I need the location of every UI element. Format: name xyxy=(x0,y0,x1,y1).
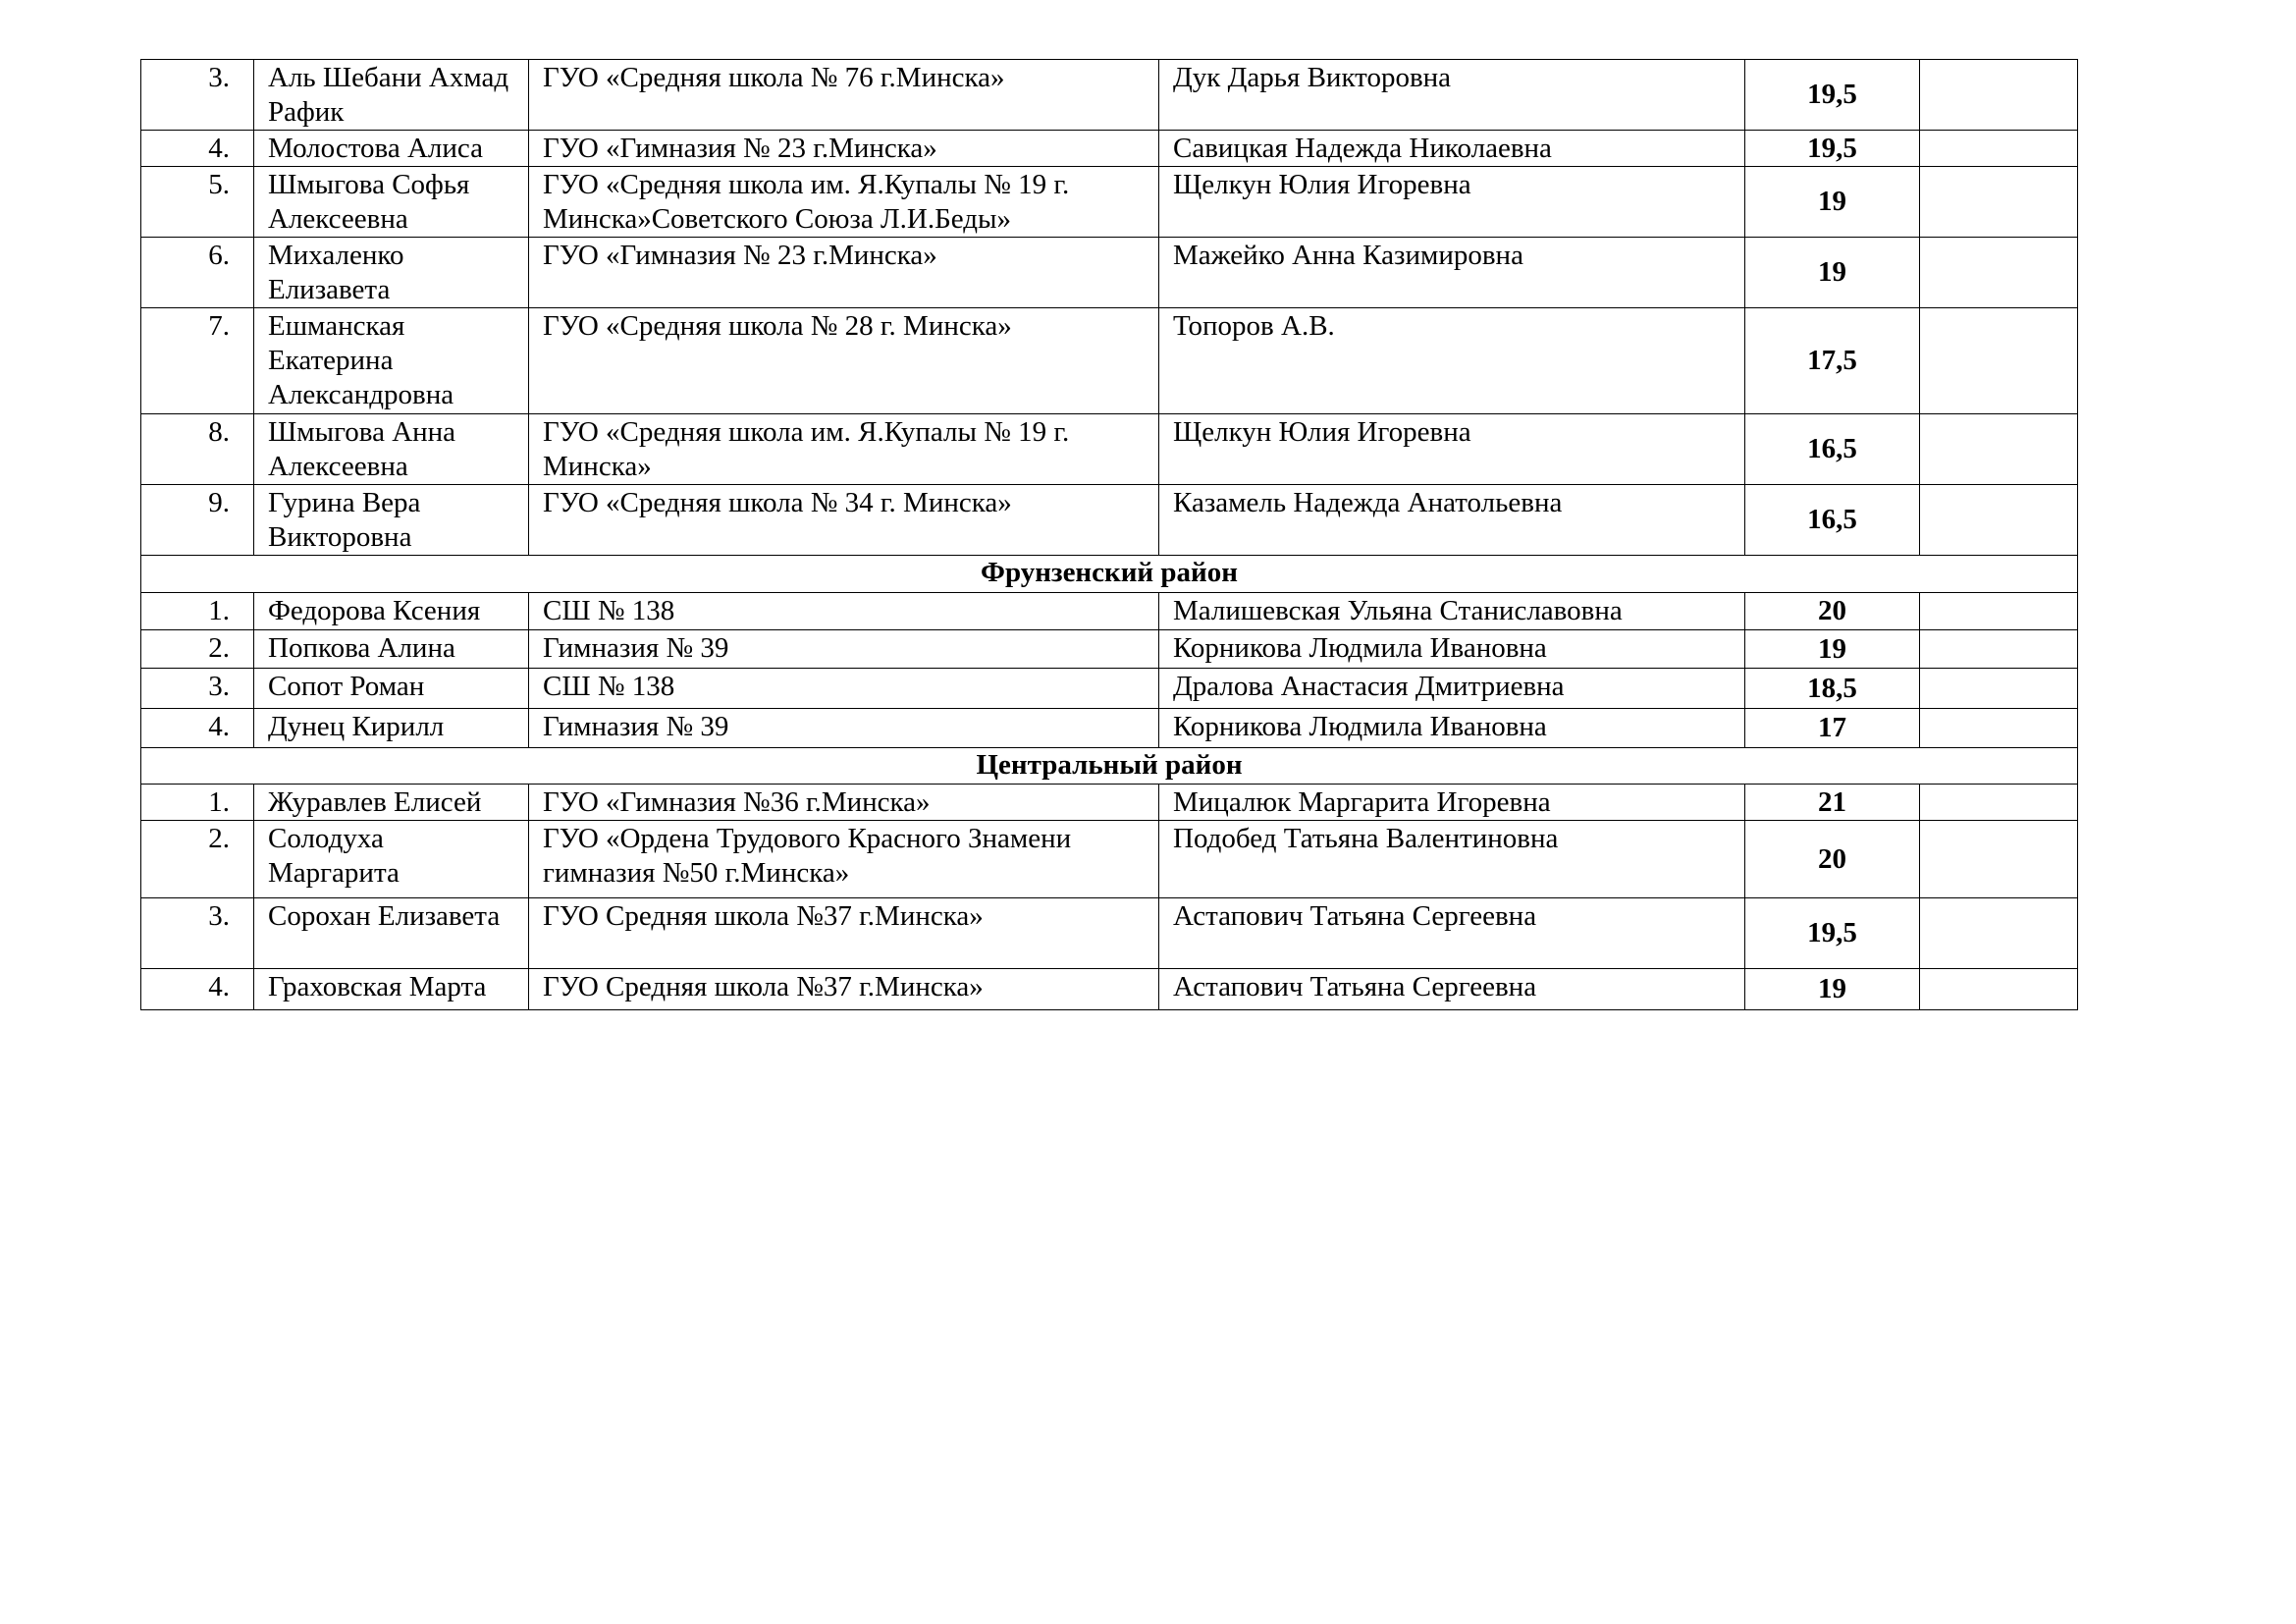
table-row xyxy=(141,630,2078,669)
row-number-cell: 2. xyxy=(141,821,254,898)
teacher-cell: Савицкая Надежда Николаевна xyxy=(1159,131,1745,167)
school-cell: ГУО «Средняя школа № 76 г.Минска» xyxy=(529,60,1159,131)
participant-name-cell: Шмыгова Анна Алексеевна xyxy=(254,414,529,485)
school-cell: СШ № 138 xyxy=(529,593,1159,630)
district-heading: Центральный район xyxy=(141,748,2078,785)
participant-name-cell: Солодуха Маргарита xyxy=(254,821,529,898)
score-cell: 19 xyxy=(1745,630,1920,669)
school-cell: ГУО «Гимназия № 23 г.Минска» xyxy=(529,131,1159,167)
school-cell: Гимназия № 39 xyxy=(529,709,1159,748)
empty-cell xyxy=(1920,785,2078,821)
score-cell: 20 xyxy=(1745,821,1920,898)
row-number-cell: 1. xyxy=(141,785,254,821)
district-heading-row xyxy=(141,748,2078,785)
score-cell: 21 xyxy=(1745,785,1920,821)
score-cell: 17 xyxy=(1745,709,1920,748)
participant-name-cell: Шмыгова Софья Алексеевна xyxy=(254,167,529,238)
teacher-cell: Мицалюк Маргарита Игоревна xyxy=(1159,785,1745,821)
teacher-cell: Корникова Людмила Ивановна xyxy=(1159,709,1745,748)
empty-cell xyxy=(1920,669,2078,709)
school-cell: ГУО «Средняя школа им. Я.Купалы № 19 г. Минска»Советского Союза Л.И.Беды» xyxy=(529,167,1159,238)
teacher-cell: Малишевская Ульяна Станиславовна xyxy=(1159,593,1745,630)
table-row xyxy=(141,414,2078,485)
empty-cell xyxy=(1920,898,2078,969)
participant-name-cell: Дунец Кирилл xyxy=(254,709,529,748)
table-row xyxy=(141,308,2078,414)
district-heading: Фрунзенский район xyxy=(141,556,2078,593)
empty-cell xyxy=(1920,60,2078,131)
row-number-cell: 2. xyxy=(141,630,254,669)
table-row xyxy=(141,821,2078,898)
table-row xyxy=(141,60,2078,131)
empty-cell xyxy=(1920,709,2078,748)
empty-cell xyxy=(1920,969,2078,1010)
row-number-cell: 6. xyxy=(141,238,254,308)
teacher-cell: Корникова Людмила Ивановна xyxy=(1159,630,1745,669)
teacher-cell: Топоров А.В. xyxy=(1159,308,1745,414)
teacher-cell: Астапович Татьяна Сергеевна xyxy=(1159,969,1745,1010)
participant-name-cell: Журавлев Елисей xyxy=(254,785,529,821)
empty-cell xyxy=(1920,308,2078,414)
table-row xyxy=(141,785,2078,821)
teacher-cell: Подобед Татьяна Валентиновна xyxy=(1159,821,1745,898)
participant-name-cell: Попкова Алина xyxy=(254,630,529,669)
row-number-cell: 4. xyxy=(141,131,254,167)
empty-cell xyxy=(1920,167,2078,238)
table-row xyxy=(141,709,2078,748)
participant-name-cell: Федорова Ксения xyxy=(254,593,529,630)
table-row xyxy=(141,238,2078,308)
participant-name-cell: Сопот Роман xyxy=(254,669,529,709)
participant-name-cell: Ешманская Екатерина Александровна xyxy=(254,308,529,414)
table-row xyxy=(141,485,2078,556)
teacher-cell: Дук Дарья Викторовна xyxy=(1159,60,1745,131)
empty-cell xyxy=(1920,630,2078,669)
participant-name-cell: Молостова Алиса xyxy=(254,131,529,167)
table-row xyxy=(141,969,2078,1010)
teacher-cell: Мажейко Анна Казимировна xyxy=(1159,238,1745,308)
participant-name-cell: Аль Шебани Ахмад Рафик xyxy=(254,60,529,131)
empty-cell xyxy=(1920,131,2078,167)
teacher-cell: Щелкун Юлия Игоревна xyxy=(1159,167,1745,238)
results-table-body xyxy=(141,60,2078,1010)
score-cell: 19 xyxy=(1745,238,1920,308)
score-cell: 19,5 xyxy=(1745,898,1920,969)
score-cell: 19 xyxy=(1745,969,1920,1010)
empty-cell xyxy=(1920,485,2078,556)
school-cell: ГУО Средняя школа №37 г.Минска» xyxy=(529,898,1159,969)
school-cell: ГУО «Средняя школа им. Я.Купалы № 19 г. Минска» xyxy=(529,414,1159,485)
row-number-cell: 7. xyxy=(141,308,254,414)
empty-cell xyxy=(1920,238,2078,308)
table-row xyxy=(141,593,2078,630)
school-cell: ГУО «Гимназия № 23 г.Минска» xyxy=(529,238,1159,308)
row-number-cell: 3. xyxy=(141,669,254,709)
participant-name-cell: Гурина Вера Викторовна xyxy=(254,485,529,556)
score-cell: 18,5 xyxy=(1745,669,1920,709)
row-number-cell: 3. xyxy=(141,60,254,131)
row-number-cell: 3. xyxy=(141,898,254,969)
school-cell: ГУО «Ордена Трудового Красного Знамени гимназия №50 г.Минска» xyxy=(529,821,1159,898)
school-cell: ГУО Средняя школа №37 г.Минска» xyxy=(529,969,1159,1010)
participant-name-cell: Граховская Марта xyxy=(254,969,529,1010)
table-row xyxy=(141,131,2078,167)
row-number-cell: 8. xyxy=(141,414,254,485)
district-heading-row xyxy=(141,556,2078,593)
empty-cell xyxy=(1920,593,2078,630)
score-cell: 17,5 xyxy=(1745,308,1920,414)
empty-cell xyxy=(1920,414,2078,485)
row-number-cell: 4. xyxy=(141,969,254,1010)
table-row xyxy=(141,167,2078,238)
score-cell: 20 xyxy=(1745,593,1920,630)
school-cell: Гимназия № 39 xyxy=(529,630,1159,669)
table-row xyxy=(141,898,2078,969)
teacher-cell: Дралова Анастасия Дмитриевна xyxy=(1159,669,1745,709)
school-cell: ГУО «Гимназия №36 г.Минска» xyxy=(529,785,1159,821)
participant-name-cell: Михаленко Елизавета xyxy=(254,238,529,308)
teacher-cell: Казамель Надежда Анатольевна xyxy=(1159,485,1745,556)
participant-name-cell: Сорохан Елизавета xyxy=(254,898,529,969)
score-cell: 16,5 xyxy=(1745,414,1920,485)
score-cell: 19 xyxy=(1745,167,1920,238)
score-cell: 16,5 xyxy=(1745,485,1920,556)
empty-cell xyxy=(1920,821,2078,898)
row-number-cell: 9. xyxy=(141,485,254,556)
score-cell: 19,5 xyxy=(1745,60,1920,131)
results-table xyxy=(140,59,2078,1010)
score-cell: 19,5 xyxy=(1745,131,1920,167)
row-number-cell: 5. xyxy=(141,167,254,238)
teacher-cell: Астапович Татьяна Сергеевна xyxy=(1159,898,1745,969)
row-number-cell: 1. xyxy=(141,593,254,630)
row-number-cell: 4. xyxy=(141,709,254,748)
school-cell: СШ № 138 xyxy=(529,669,1159,709)
teacher-cell: Щелкун Юлия Игоревна xyxy=(1159,414,1745,485)
table-row xyxy=(141,669,2078,709)
school-cell: ГУО «Средняя школа № 28 г. Минска» xyxy=(529,308,1159,414)
school-cell: ГУО «Средняя школа № 34 г. Минска» xyxy=(529,485,1159,556)
